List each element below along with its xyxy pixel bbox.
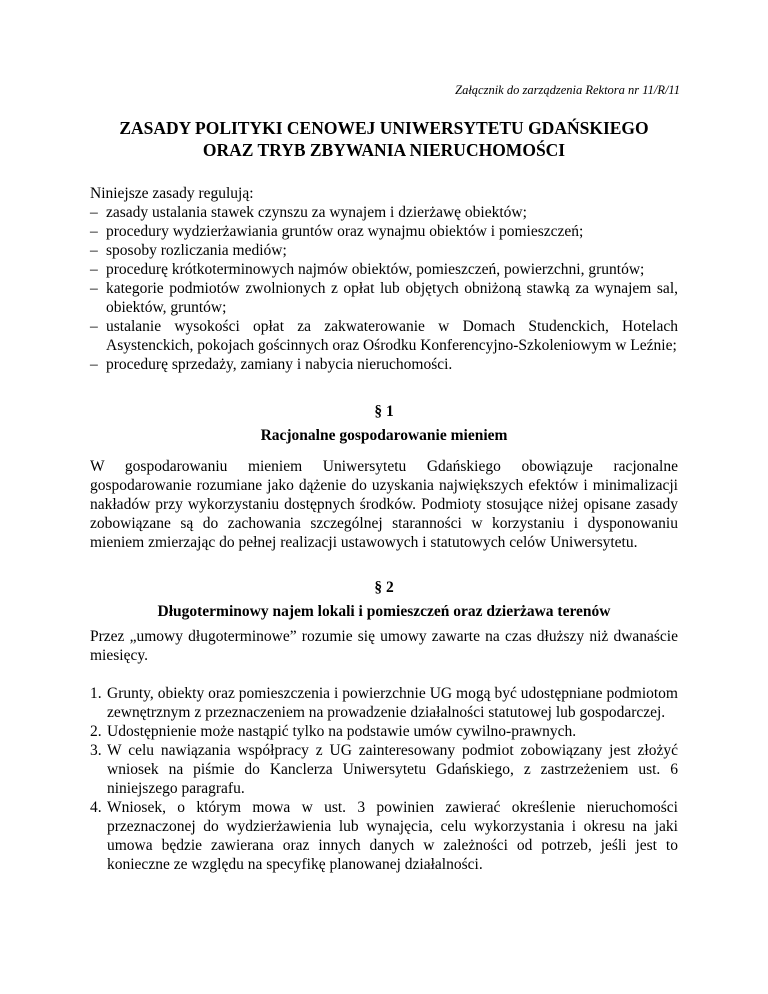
list-item <box>90 741 678 798</box>
title-line-1: ZASADY POLITYKI CENOWEJ UNIWERSYTETU GDAŃSKIEGO <box>119 118 649 138</box>
list-item: – sposoby rozliczania mediów; <box>90 241 678 260</box>
section-2-list <box>90 684 678 874</box>
section-2-heading <box>90 578 678 621</box>
section-1-title: Racjonalne gospodarowanie mieniem <box>260 427 508 444</box>
intro-list <box>90 203 678 374</box>
item-text: W celu nawiązania współpracy z UG zainteresowany podmiot zobowiązany jest złożyć wniosek na piśmie do Kanclerza Uniwersytetu Gdańskiego, z zastrzeżeniem ust. 6 niniejszego paragrafu. <box>107 742 678 797</box>
section-1-heading <box>90 402 678 445</box>
section-2-number: § 2 <box>374 579 394 596</box>
document-title <box>100 117 668 161</box>
title-line-2: ORAZ TRYB ZBYWANIA NIERUCHOMOŚCI <box>202 140 566 160</box>
list-item <box>90 684 678 722</box>
item-text: Grunty, obiekty oraz pomieszczenia i powierzchnie UG mogą być udostępniane podmiotom zewnętrznym z przeznaczeniem na prowadzenie działalności statutowej lub gospodarczej. <box>107 685 678 721</box>
list-item: – ustalanie wysokości opłat za zakwaterowanie w Domach Studenckich, Hotelach Asystenckich, pokojach gościnnych oraz Ośrodku Konferencyjno-Szkoleniowym w Leźnie; <box>90 317 678 355</box>
intro-lead: Niniejsze zasady regulują: <box>90 185 254 202</box>
section-2-title: Długoterminowy najem lokali i pomieszczeń oraz dzierżawa terenów <box>157 603 611 620</box>
annex-note: Załącznik do zarządzenia Rektora nr 11/R/11 <box>455 83 680 97</box>
intro-section <box>90 184 678 374</box>
item-text: Wniosek, o którym mowa w ust. 3 powinien zawierać określenie nieruchomości przeznaczonej do wydzierżawienia lub wynajęcia, celu wykorzystania i okresu na jaki umowa będzie zawierana oraz innych danych w zależności od potrzeb, jeśli jest to konieczne ze względu na specyfikę planowanej działalności. <box>107 799 678 873</box>
section-2-text: Przez „umowy długoterminowe” rozumie się umowy zawarte na czas dłuższy niż dwanaście miesięcy. <box>90 628 678 664</box>
list-item: – procedury wydzierżawiania gruntów oraz wynajmu obiektów i pomieszczeń; <box>90 222 678 241</box>
list-item: – procedurę krótkoterminowych najmów obiektów, pomieszczeń, powierzchni, gruntów; <box>90 260 678 279</box>
list-item <box>90 722 678 741</box>
list-item: – zasady ustalania stawek czynszu za wynajem i dzierżawę obiektów; <box>90 203 678 222</box>
list-item: – procedurę sprzedaży, zamiany i nabycia nieruchomości. <box>90 355 678 374</box>
item-number: 4. <box>90 799 102 816</box>
item-number: 2. <box>90 723 102 740</box>
section-1-text: W gospodarowaniu mieniem Uniwersytetu Gdańskiego obowiązuje racjonalne gospodarowanie rozumiane jako dążenie do uzyskania największych efektów i minimalizacji nakładów przy wykorzystaniu dostępnych środków. Podmioty stosujące niżej opisane zasady zobowiązane są do zachowania szczególnej staranności w korzystaniu i dysponowaniu mieniem zmierzając do pełnej realizacji ustawowych i statutowych celów Uniwersytetu. <box>90 458 678 551</box>
list-item: – kategorie podmiotów zwolnionych z opłat lub objętych obniżoną stawką za wynajem sal, obiektów, gruntów; <box>90 279 678 317</box>
item-number: 3. <box>90 742 102 759</box>
list-item <box>90 798 678 874</box>
section-1-number: § 1 <box>374 403 394 420</box>
item-text: Udostępnienie może nastąpić tylko na podstawie umów cywilno-prawnych. <box>107 723 577 740</box>
item-number: 1. <box>90 685 102 702</box>
